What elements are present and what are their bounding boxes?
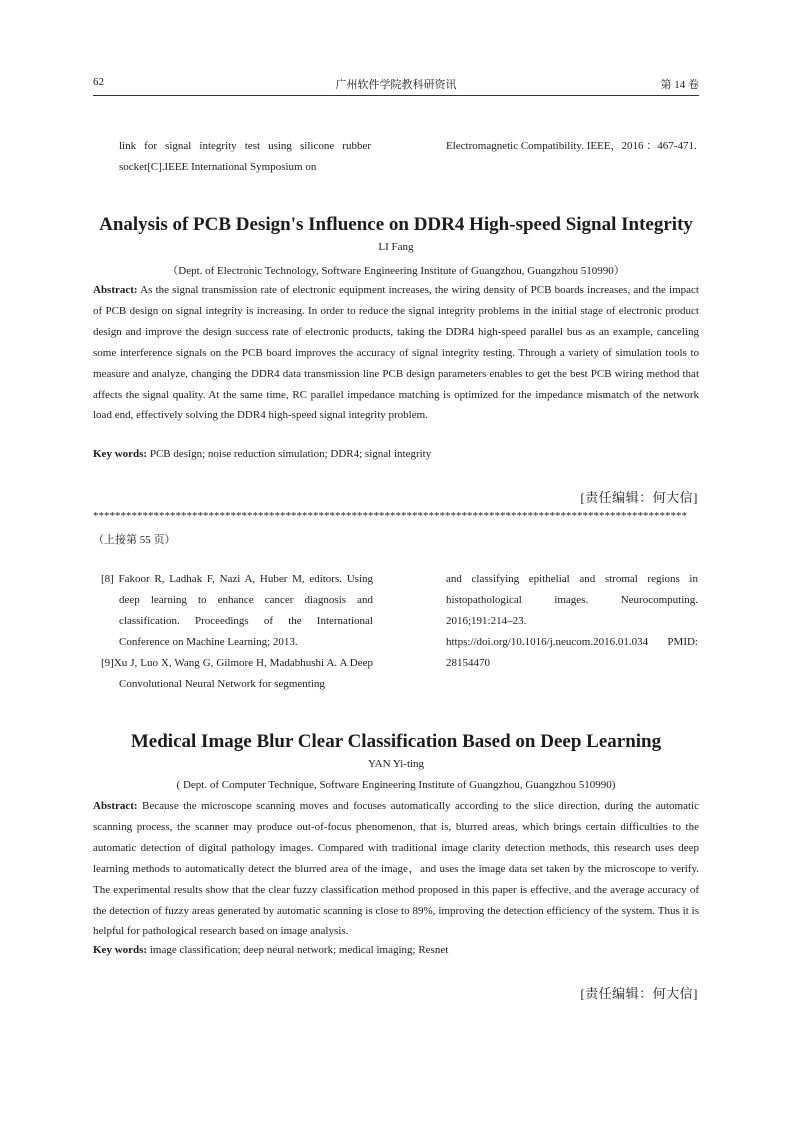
article2-keywords: [93, 944, 448, 956]
article2-abstract: [93, 796, 699, 942]
article1-author: LI Fang: [378, 241, 414, 253]
article2-title: Medical Image Blur Clear Classification Based on Deep Learning: [130, 731, 662, 752]
abstract-text: Because the microscope scanning moves and focuses automatically according to the slice direction, during the automatic scanning process, the scanner may produce out-of-focus phenomenon, that is, blurred areas, which brings certain difficulties to the automatic detection of digital pathology images. Compared with traditional image clarity detection methods, this research uses deep learning methods to automatically detect the blurred area of the image，and uses the image data set taken by the microscope to verify. The experimental results show that the clear fuzzy classification method proposed in this paper is effective, and the average accuracy of the detection of fuzzy areas generated by automatic scanning is close to 89%, improving the detection efficiency of the system. Thus it is helpful for pathological research based on image analysis.: [93, 800, 699, 938]
reference-entry: Electromagnetic Compatibility. IEEE，2016 ：467-471.: [446, 140, 697, 152]
continued-note: （上接第 55 页）: [93, 534, 176, 546]
reference-entry: and classifying epithelial and stromal regions in histopathological images. Neurocomputing. 2016;191:214–23. https://doi.org/10.1016/j.neucom.2016.01.034 PMID: 28154470: [446, 573, 698, 669]
article1-affiliation: （Dept. of Electronic Technology, Software Engineering Institute of Guangzhou, Guangzhou 510990）: [167, 265, 625, 277]
top-refs-right: [446, 136, 698, 157]
article1-abstract: [93, 280, 699, 426]
reference-entry: [9]Xu J, Luo X, Wang G, Gilmore H, Madabhushi A. A Deep Convolutional Neural Network for segmenting: [101, 657, 373, 690]
reference-entry: [8] Fakoor R, Ladhak F, Nazi A, Huber M, editors. Using deep learning to enhance cancer diagnosis and classification. Proceedings of the International Conference on Machine Learning; 2013.: [101, 573, 373, 648]
article2-author: YAN Yi-ting: [367, 758, 425, 770]
abstract-label: Abstract:: [93, 284, 138, 296]
journal-name: 广州软件学院教科研资讯: [335, 79, 457, 91]
top-refs-left: [119, 136, 371, 178]
abstract-label: Abstract:: [93, 800, 138, 812]
mid-refs-right: [446, 569, 698, 674]
header-rule: [93, 95, 699, 96]
separator-line: ************************************************************************************************************: [93, 510, 687, 522]
volume-label: 第 14 卷: [660, 79, 699, 91]
article2-editor: [责任编辑：何大信]: [580, 986, 698, 1001]
keywords-label: Key words:: [93, 944, 148, 956]
abstract-text: As the signal transmission rate of electronic equipment increases, the wiring density of PCB boards increases, and the impact of PCB design on signal integrity is increasing. In order to reduce the signal integrity problems in the initial stage of electronic product design and improve the design success rate of electronic products, taking the DDR4 high-speed parallel bus as an example, canceling some interference signals on the PCB board improves the accuracy of signal integrity testing. Through a variety of simulation tools to measure and analyze, changing the DDR4 data transmission line PCB design parameters enables to get the best PCB wiring method that affects the signal quality. At the same time, RC parallel impedance matching is optimized for the impedance mismatch of the network load end, effectively solving the DDR4 high-speed signal integrity problem.: [93, 284, 699, 422]
keywords-text: image classification; deep neural network; medical imaging; Resnet: [147, 944, 449, 956]
keywords-label: Key words:: [93, 448, 148, 460]
article1-editor: [责任编辑：何大信]: [580, 490, 698, 505]
article2-affiliation: ( Dept. of Computer Technique, Software Engineering Institute of Guangzhou, Guangzhou 510990): [176, 779, 616, 791]
reference-entry: link for signal integrity test using silicone rubber socket[C].IEEE International Symposium on: [119, 140, 371, 173]
article1-title: Analysis of PCB Design's Influence on DDR4 High-speed Signal Integrity: [99, 214, 693, 235]
page-number: 62: [93, 76, 104, 88]
mid-refs-left: [101, 569, 373, 695]
keywords-text: PCB design; noise reduction simulation; DDR4; signal integrity: [147, 448, 432, 460]
article1-keywords: [93, 448, 431, 460]
